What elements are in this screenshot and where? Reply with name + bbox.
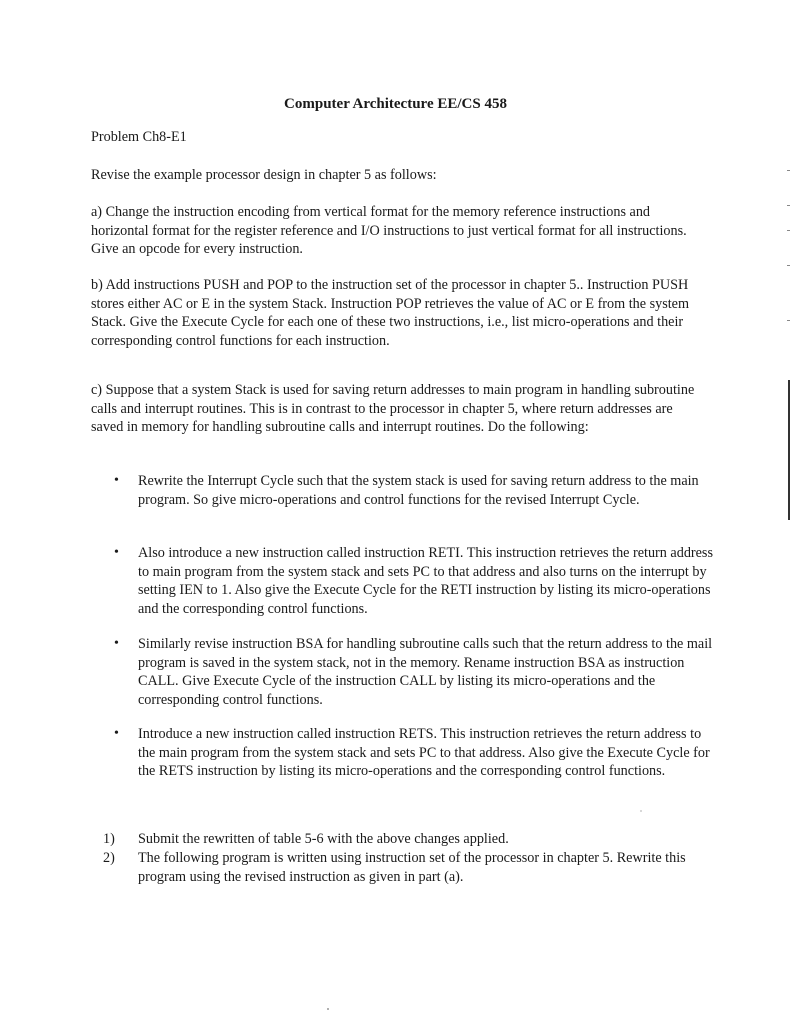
scan-edge-tick: [787, 265, 790, 266]
numbered-item-number: 1): [103, 831, 115, 847]
part-a-paragraph: a) Change the instruction encoding from vertical format for the memory reference instructions and horizontal format for the register reference and I/O instructions to just vertical format for all instructions. Give an opcode for every instruction.: [91, 204, 687, 257]
bullet-text: Also introduce a new instruction called instruction RETI. This instruction retrieves the return address to main program from the system stack and sets PC to that address and also turns on the interrupt by setting IEN to 1. Also give the Execute Cycle for the RETI instruction by listing its micro-operations and the corresponding control functions.: [138, 545, 713, 617]
problem-label: Problem Ch8-E1: [91, 129, 187, 145]
numbered-item-number: 2): [103, 850, 115, 866]
document-title: Computer Architecture EE/CS 458: [284, 96, 507, 112]
scan-edge-tick: [787, 205, 790, 206]
scan-edge-tick: [787, 320, 790, 321]
part-b-paragraph: b) Add instructions PUSH and POP to the instruction set of the processor in chapter 5.. Instruction PUSH stores either AC or E in the system Stack. Instruction POP retrieves the value of AC or E from the system Stack. Give the Execute Cycle for each one of these two instructions, i.e., list micro-operations and their corresponding control functions for each instruction.: [91, 277, 689, 349]
numbered-item-text: Submit the rewritten of table 5-6 with the above changes applied.: [138, 831, 509, 847]
bullet-item-reti: [112, 544, 716, 618]
bullet-text: Rewrite the Interrupt Cycle such that the system stack is used for saving return address to the main program. So give micro-operations and control functions for the revised Interrupt Cycle.: [138, 473, 699, 508]
bullet-icon: •: [114, 473, 119, 488]
bullet-item-interrupt-cycle: [112, 472, 716, 509]
intro-paragraph: Revise the example processor design in chapter 5 as follows:: [91, 167, 437, 183]
scan-speck: [640, 810, 642, 812]
bullet-icon: •: [114, 545, 119, 560]
scan-edge-tick: [787, 170, 790, 171]
bullet-icon: •: [114, 726, 119, 741]
numbered-item-text: The following program is written using instruction set of the processor in chapter 5. Rewrite this program using the revised instruction as given in part (a).: [138, 850, 686, 885]
bullet-text: Similarly revise instruction BSA for handling subroutine calls such that the return address to the mail program is saved in the system stack, not in the memory. Rename instruction BSA as instruction CALL. Give Execute Cycle of the instruction CALL by listing its micro-operations and the corresponding control functions.: [138, 636, 713, 708]
scan-speck: [327, 1008, 329, 1010]
part-c-paragraph: c) Suppose that a system Stack is used for saving return addresses to main program in handling subroutine calls and interrupt routines. This is in contrast to the processor in chapter 5, where return addresses are saved in memory for handling subroutine calls and interrupt routines. Do the following:: [91, 382, 695, 435]
bullet-text: Introduce a new instruction called instruction RETS. This instruction retrieves the return address to the main program from the system stack and sets PC to that address. Also give the Execute Cycle for the RETS instruction by listing its micro-operations and the corresponding control functions.: [138, 726, 710, 779]
scan-edge-mark: [788, 380, 790, 520]
bullet-icon: •: [114, 636, 119, 651]
scan-edge-tick: [787, 230, 790, 231]
bullet-item-rets: [112, 725, 716, 781]
bullet-item-call: [112, 635, 716, 709]
